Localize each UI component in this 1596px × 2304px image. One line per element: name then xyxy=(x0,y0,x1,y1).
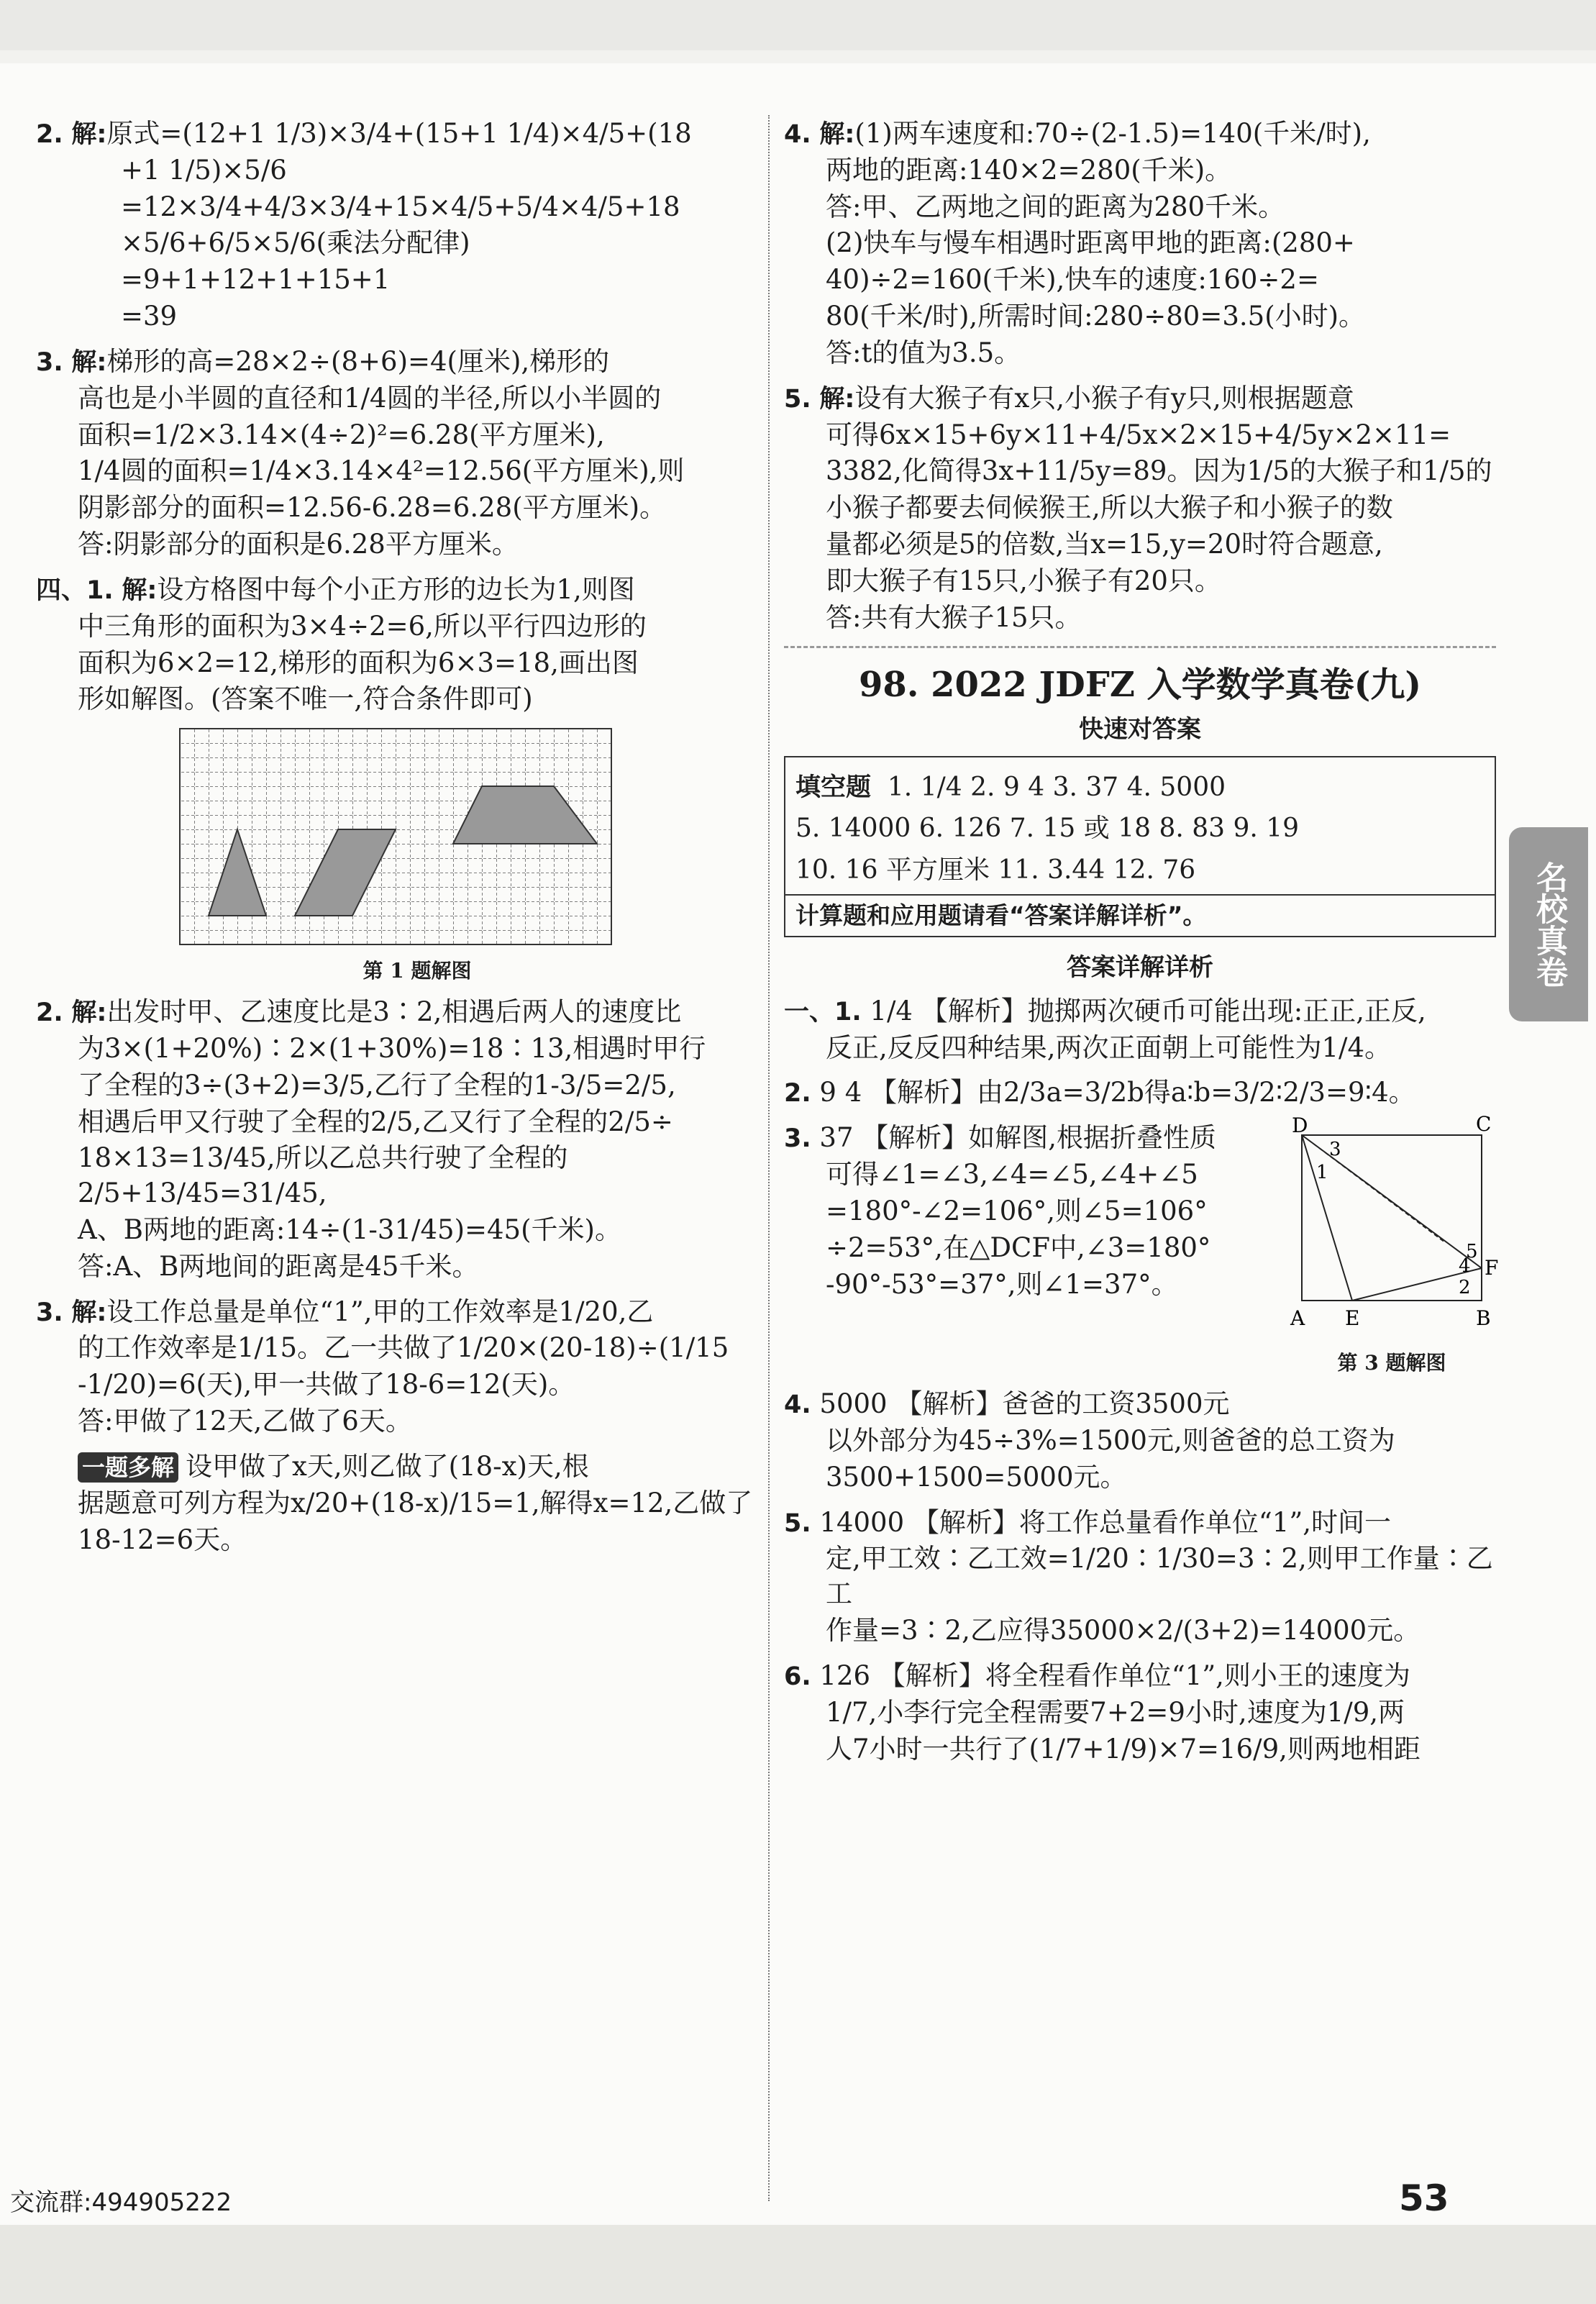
sec4-q3-kw: 解: xyxy=(71,1298,107,1327)
a3-line-1: 可得∠1=∠3,∠4=∠5,∠4+∠5 xyxy=(826,1159,1198,1190)
q4-solution xyxy=(784,117,1496,371)
q2-line-4: =9+1+12+1+15+1 xyxy=(121,264,391,296)
q5-line-2: 3382,化简得3x+11/5y=89。因为1/5的大猴子和1/5的 xyxy=(826,455,1492,487)
a1-block xyxy=(784,994,1496,1066)
sec4-q3-line-1: 的工作效率是1/15。乙一共做了1/20×(20-18)÷(1/15 xyxy=(78,1332,729,1364)
sec4-q3-num: 3. xyxy=(36,1298,63,1327)
sec4-q2-num: 2. xyxy=(36,998,63,1028)
a6-block xyxy=(784,1659,1496,1767)
q2-num: 2. xyxy=(36,120,63,149)
q2-solution xyxy=(36,117,755,334)
a3-line-4: -90°-53°=37°,则∠1=37°。 xyxy=(826,1268,1178,1300)
q4-line-2: 答:甲、乙两地之间的距离为280千米。 xyxy=(826,191,1285,222)
a1-line-1: 反正,反反四种结果,两次正面朝上可能性为1/4。 xyxy=(826,1032,1392,1063)
a6-num: 6. xyxy=(784,1662,811,1691)
q5-line-0: 设有大猴子有x只,小猴子有y只,则根据题意 xyxy=(854,382,1354,414)
q3-line-0: 梯形的高=28×2÷(8+6)=4(厘米),梯形的 xyxy=(106,345,610,377)
q5-solution xyxy=(784,381,1496,636)
a4-line-1: 以外部分为45÷3%=1500元,则爸爸的总工资为 xyxy=(826,1424,1395,1456)
q4-line-1: 两地的距离:140×2=280(千米)。 xyxy=(826,154,1232,186)
multi-line-1: 据题意可列方程为x/20+(18-x)/15=1,解得x=12,乙做了 xyxy=(78,1487,753,1518)
a5-block xyxy=(784,1506,1496,1649)
sec4-q1-line-3: 形如解图。(答案不唯一,符合条件即可) xyxy=(78,683,533,715)
sec4-q3-solution xyxy=(36,1295,755,1439)
a1-line-0: 1/4 【解析】抛掷两次硬币可能出现:正正,正反, xyxy=(870,995,1426,1026)
q3-line-1: 高也是小半圆的直径和1/4圆的半径,所以小半圆的 xyxy=(78,382,662,414)
a2-block xyxy=(784,1075,1496,1111)
label-b: B xyxy=(1476,1306,1491,1331)
angle-2: 2 xyxy=(1459,1277,1471,1299)
a6-line-2: 人7小时一共行了(1/7+1/9)×7=16/9,则两地相距 xyxy=(826,1733,1421,1765)
a6-line-0: 126 【解析】将全程看作单位“1”,则小王的速度为 xyxy=(819,1659,1410,1691)
q2-line-5: =39 xyxy=(121,301,178,332)
exam-title: 98. 2022 JDFZ 入学数学真卷(九) xyxy=(858,664,1422,705)
q5-num: 5. xyxy=(784,384,811,414)
quick-answers-title: 快速对答案 xyxy=(1079,714,1201,744)
q5-line-1: 可得6x×15+6y×11+4/5x×2×15+4/5y×2×11= xyxy=(826,419,1451,450)
a5-line-0: 14000 【解析】将工作总量看作单位“1”,时间一 xyxy=(819,1506,1392,1538)
line-de xyxy=(1302,1135,1352,1301)
q4-line-0: (1)两车速度和:70÷(2-1.5)=140(千米/时), xyxy=(854,118,1371,149)
label-d: D xyxy=(1292,1114,1308,1138)
a3-line-0: 37 【解析】如解图,根据折叠性质 xyxy=(819,1122,1217,1154)
fig3-caption: 第 3 题解图 xyxy=(1337,1351,1446,1375)
q4-line-3: (2)快车与慢车相遇时距离甲地的距离:(280+ xyxy=(826,227,1355,259)
multi-solution-block xyxy=(36,1449,755,1557)
multi-solution-tag: 一题多解 xyxy=(78,1452,178,1483)
column-divider xyxy=(768,115,770,2201)
sec4-q1-solution xyxy=(36,573,755,985)
q5-line-6: 答:共有大猴子15只。 xyxy=(826,601,1082,633)
sec4-q2-line-1: 为3×(1+20%)∶2×(1+30%)=18∶13,相遇时甲行 xyxy=(78,1032,706,1064)
angle-3: 3 xyxy=(1329,1139,1341,1161)
a4-block xyxy=(784,1387,1496,1495)
right-column xyxy=(784,115,1499,1777)
fig1-caption: 第 1 题解图 xyxy=(362,959,472,983)
q3-line-4: 阴影部分的面积=12.56-6.28=6.28(平方厘米)。 xyxy=(78,492,667,524)
q4-line-5: 80(千米/时),所需时间:280÷80=3.5(小时)。 xyxy=(826,301,1366,332)
sec4-q1-line-2: 面积为6×2=12,梯形的面积为6×3=18,画出图 xyxy=(78,647,639,678)
angle-1: 1 xyxy=(1316,1162,1328,1184)
sec4-q2-line-5: A、B两地的距离:14÷(1-31/45)=45(千米)。 xyxy=(78,1214,621,1245)
q4-line-6: 答:t的值为3.5。 xyxy=(826,337,1021,368)
sec4-q2-line-2: 了全程的3÷(3+2)=3/5,乙行了全程的1-3/5=2/5, xyxy=(78,1069,676,1101)
detail-title: 答案详解详析 xyxy=(1067,952,1213,982)
answer-row-3: 10. 16 平方厘米 11. 3.44 12. 76 xyxy=(795,855,1196,885)
answer-row-1: 1. 1/4 2. 9 4 3. 37 4. 5000 xyxy=(887,772,1226,802)
left-column xyxy=(36,115,755,1567)
q3-line-5: 答:阴影部分的面积是6.28平方厘米。 xyxy=(78,529,519,560)
triangle-figure xyxy=(1287,1112,1499,1377)
page-number: 53 xyxy=(1399,2177,1449,2219)
q2-line-2: =12×3/4+4/3×3/4+15×4/5+5/4×4/5+18 xyxy=(121,191,680,222)
sec4-q2-solution xyxy=(36,995,755,1285)
sec4-q1-line-1: 中三角形的面积为3×4÷2=6,所以平行四边形的 xyxy=(78,610,647,642)
sec4-q2-line-4: 18×13=13/45,所以乙总共行驶了全程的2/5+13/45=31/45, xyxy=(78,1142,568,1209)
a2-num: 2. xyxy=(784,1079,811,1108)
answer-row-2: 5. 14000 6. 126 7. 15 或 18 8. 83 9. 19 xyxy=(795,814,1300,844)
sec4-q2-kw: 解: xyxy=(71,998,107,1028)
header-strip-shadow xyxy=(0,50,1596,63)
multi-line-2: 18-12=6天。 xyxy=(78,1524,247,1555)
triangle-figure-svg xyxy=(1287,1112,1499,1337)
a3-block xyxy=(784,1112,1499,1377)
q5-line-3: 小猴子都要去伺候猴王,所以大猴子和小猴子的数 xyxy=(826,492,1393,524)
grid-figure xyxy=(180,729,655,985)
q3-num: 3. xyxy=(36,347,63,377)
label-e: E xyxy=(1345,1306,1360,1331)
sec4-q3-line-3: 答:甲做了12天,乙做了6天。 xyxy=(78,1406,412,1437)
sec4-q3-line-0: 设工作总量是单位“1”,甲的工作效率是1/20,乙 xyxy=(106,1296,654,1327)
answer-box-label: 填空题 xyxy=(795,773,872,802)
sec4-q1-num: 四、1. xyxy=(36,575,114,605)
q2-line-1: +1 1/5)×5/6 xyxy=(121,154,287,186)
a5-line-1: 定,甲工效∶乙工效=1/20∶1/30=3∶2,则甲工作量∶乙工 xyxy=(826,1543,1493,1610)
label-c: C xyxy=(1476,1112,1492,1137)
a3-line-2: =180°-∠2=106°,则∠5=106° xyxy=(826,1195,1208,1226)
sec4-q3-line-2: -1/20)=6(天),甲一共做了18-6=12(天)。 xyxy=(78,1369,575,1401)
grid-figure-svg xyxy=(180,729,626,944)
q3-solution xyxy=(36,345,755,563)
a4-num: 4. xyxy=(784,1390,811,1420)
label-a: A xyxy=(1290,1306,1305,1331)
q3-kw: 解: xyxy=(71,347,107,377)
angle-5: 5 xyxy=(1466,1241,1478,1263)
answer-box xyxy=(784,756,1496,937)
a1-num: 一、1. xyxy=(784,997,862,1026)
q2-line-3: ×5/6+6/5×5/6(乘法分配律) xyxy=(121,227,470,259)
footer-strip xyxy=(0,2225,1596,2304)
a5-num: 5. xyxy=(784,1508,811,1538)
angle-4: 4 xyxy=(1459,1255,1471,1278)
a6-line-1: 1/7,小李行完全程需要7+2=9小时,速度为1/9,两 xyxy=(826,1696,1405,1728)
a2-line-0: 9 4 【解析】由2/3a=3/2b得a∶b=3/2∶2/3=9∶4。 xyxy=(819,1077,1415,1108)
a3-num: 3. xyxy=(784,1124,811,1154)
sec4-q2-line-3: 相遇后甲又行驶了全程的2/5,乙又行了全程的2/5÷ xyxy=(78,1106,673,1137)
answer-box-footnote: 计算题和应用题请看“答案详解详析”。 xyxy=(785,894,1495,936)
sec4-q2-line-6: 答:A、B两地间的距离是45千米。 xyxy=(78,1250,479,1282)
sec4-q1-line-0: 设方格图中每个小正方形的边长为1,则图 xyxy=(157,573,635,605)
q5-line-4: 量都必须是5的倍数,当x=15,y=20时符合题意, xyxy=(826,529,1383,560)
a4-line-0: 5000 【解析】爸爸的工资3500元 xyxy=(819,1388,1230,1420)
a5-line-2: 作量=3∶2,乙应得35000×2/(3+2)=14000元。 xyxy=(826,1615,1421,1647)
label-f: F xyxy=(1485,1256,1499,1280)
q2-line-0: 原式=(12+1 1/3)×3/4+(15+1 1/4)×4/5+(18 xyxy=(106,118,692,149)
q3-line-2: 面积=1/2×3.14×(4÷2)²=6.28(平方厘米), xyxy=(78,419,605,450)
multi-line-0: 设甲做了x天,则乙做了(18-x)天,根 xyxy=(186,1450,589,1482)
sec4-q2-line-0: 出发时甲、乙速度比是3∶2,相遇后两人的速度比 xyxy=(106,996,682,1028)
a3-line-3: ÷2=53°,在△DCF中,∠3=180° xyxy=(826,1231,1211,1263)
q5-kw: 解: xyxy=(819,384,855,414)
q3-line-3: 1/4圆的面积=1/4×3.14×4²=12.56(平方厘米),则 xyxy=(78,455,685,487)
q4-line-4: 40)÷2=160(千米),快车的速度:160÷2= xyxy=(826,264,1319,296)
q4-kw: 解: xyxy=(819,120,855,149)
section-separator xyxy=(784,646,1496,648)
q2-kw: 解: xyxy=(71,120,107,149)
sec4-q1-kw: 解: xyxy=(122,575,158,605)
header-strip xyxy=(0,0,1596,50)
q4-num: 4. xyxy=(784,120,811,149)
q5-line-5: 即大猴子有15只,小猴子有20只。 xyxy=(826,565,1221,596)
footer-group-info: 交流群:494905222 xyxy=(10,2188,232,2217)
side-tab: 名校真卷 xyxy=(1509,827,1588,1021)
a4-line-2: 3500+1500=5000元。 xyxy=(826,1461,1127,1493)
